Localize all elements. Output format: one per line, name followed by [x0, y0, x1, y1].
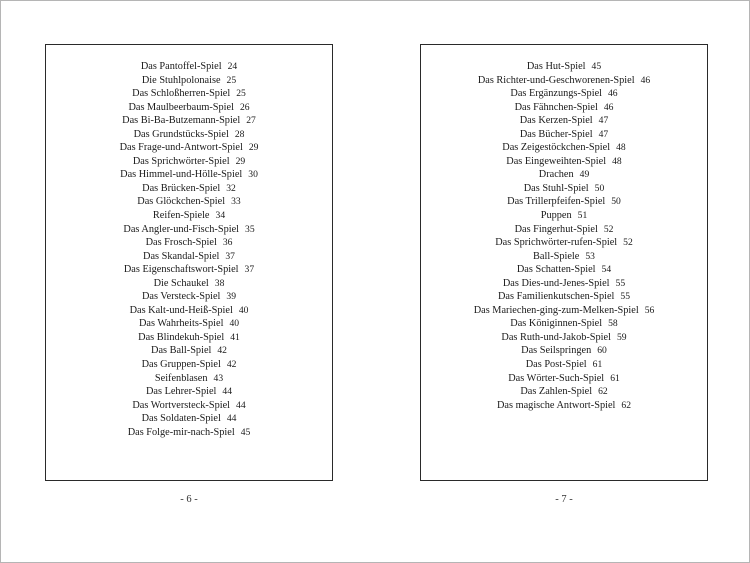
toc-entry-title: Das Sprichwörter-Spiel	[132, 155, 230, 167]
toc-entry	[46, 426, 332, 440]
toc-entry-page: 48	[612, 155, 622, 167]
toc-entry	[421, 372, 707, 386]
toc-entry-page: 47	[598, 128, 609, 140]
toc-entry	[421, 399, 707, 413]
toc-entry-page: 37	[225, 250, 235, 262]
toc-entry-page: 40	[229, 318, 240, 330]
toc-entry-title: Das Maulbeerbaum-Spiel	[128, 101, 234, 113]
toc-entry-title: Das Familienkutschen-Spiel	[498, 291, 615, 303]
right-page-number: - 7 -	[555, 494, 573, 505]
toc-entry	[46, 209, 332, 223]
toc-entry-title: Das Mariechen-ging-zum-Melken-Spiel	[473, 304, 639, 316]
toc-entry-page: 59	[616, 331, 627, 343]
toc-entry-title: Das Trillerpfeifen-Spiel	[507, 196, 606, 208]
toc-entry-title: Die Stuhlpolonaise	[141, 74, 221, 86]
toc-entry	[46, 412, 332, 426]
toc-entry	[46, 372, 332, 386]
toc-entry-page: 44	[222, 386, 232, 398]
toc-entry	[46, 331, 332, 345]
toc-entry	[46, 141, 332, 155]
toc-entry-page: 44	[236, 399, 246, 411]
toc-entry	[421, 277, 707, 291]
toc-entry	[421, 114, 707, 128]
toc-entry-title: Das Soldaten-Spiel	[141, 413, 221, 425]
toc-entry-page: 45	[240, 426, 251, 438]
toc-entry-title: Das Wahrheits-Spiel	[138, 318, 224, 330]
toc-entry-page: 27	[246, 115, 256, 127]
toc-entry-page: 62	[598, 386, 608, 398]
toc-entry-page: 25	[236, 88, 246, 100]
toc-entry-page: 46	[640, 74, 651, 86]
toc-entry-title: Das Brücken-Spiel	[142, 182, 221, 194]
toc-entry	[421, 344, 707, 358]
toc-entry	[421, 74, 707, 88]
toc-entry	[46, 182, 332, 196]
toc-entry	[46, 236, 332, 250]
toc-entry-page: 41	[230, 331, 240, 343]
toc-entry-page: 61	[610, 372, 620, 384]
toc-entry-page: 29	[235, 155, 246, 167]
toc-entry	[421, 304, 707, 318]
toc-entry-title: Drachen	[538, 169, 574, 181]
toc-entry-page: 38	[214, 277, 225, 289]
toc-entry-title: Das Frage-und-Antwort-Spiel	[119, 142, 243, 154]
toc-entry-page: 55	[620, 291, 630, 303]
toc-entry	[421, 317, 707, 331]
toc-entry-title: Das Richter-und-Geschworenen-Spiel	[477, 74, 635, 86]
toc-entry-title: Das Zahlen-Spiel	[520, 386, 593, 398]
toc-entry-page: 44	[226, 413, 237, 425]
toc-entry	[421, 209, 707, 223]
toc-entry	[421, 60, 707, 74]
toc-entry-page: 48	[616, 142, 626, 154]
toc-entry	[46, 317, 332, 331]
toc-entry-title: Das Zeigestöckchen-Spiel	[502, 142, 611, 154]
toc-entry-title: Das Folge-mir-nach-Spiel	[127, 426, 235, 438]
toc-entry	[421, 236, 707, 250]
toc-entry	[421, 290, 707, 304]
toc-entry-title: Das Angler-und-Fisch-Spiel	[123, 223, 240, 235]
toc-entry	[421, 195, 707, 209]
toc-entry	[421, 168, 707, 182]
toc-entry-title: Das Eigenschaftswort-Spiel	[123, 264, 239, 276]
toc-entry-title: Das Sprichwörter-rufen-Spiel	[495, 237, 618, 249]
toc-entry-title: Das Post-Spiel	[525, 359, 587, 371]
toc-entry	[46, 304, 332, 318]
toc-entry-title: Das Glöckchen-Spiel	[137, 196, 226, 208]
toc-entry-page: 37	[244, 264, 255, 276]
toc-entry-title: Das Dies-und-Jenes-Spiel	[502, 277, 610, 289]
toc-entry-page: 49	[579, 169, 590, 181]
toc-entry	[46, 358, 332, 372]
toc-entry	[46, 250, 332, 264]
toc-entry-title: Die Schaukel	[153, 277, 209, 289]
toc-entry-page: 28	[234, 128, 245, 140]
toc-entry-page: 52	[603, 223, 614, 235]
toc-entry-title: Das Königinnen-Spiel	[510, 318, 603, 330]
toc-entry-page: 29	[248, 142, 259, 154]
toc-entry-title: Das Gruppen-Spiel	[141, 359, 221, 371]
toc-entry-page: 58	[608, 318, 618, 330]
toc-entry	[46, 399, 332, 413]
toc-entry-page: 51	[577, 210, 588, 222]
toc-entry-title: Das Fingerhut-Spiel	[514, 223, 598, 235]
toc-entry	[421, 250, 707, 264]
toc-entry	[421, 141, 707, 155]
toc-entry-title: Das Frosch-Spiel	[145, 237, 217, 249]
toc-entry-page: 26	[239, 101, 250, 113]
toc-entry	[421, 263, 707, 277]
toc-entry-page: 45	[591, 61, 602, 72]
right-page	[420, 44, 708, 481]
toc-entry-title: Das Ball-Spiel	[151, 345, 212, 357]
toc-entry	[421, 385, 707, 399]
toc-entry-page: 35	[245, 223, 255, 235]
toc-entry-page: 55	[615, 277, 626, 289]
toc-entry-title: Das Eingeweihten-Spiel	[506, 155, 607, 167]
toc-entry-page: 53	[585, 250, 595, 262]
toc-entry	[421, 223, 707, 237]
toc-entry	[46, 128, 332, 142]
toc-entry	[46, 168, 332, 182]
toc-entry-page: 50	[594, 182, 605, 194]
toc-entry-title: Das Ergänzungs-Spiel	[510, 88, 602, 100]
toc-entry	[46, 101, 332, 115]
toc-entry	[46, 277, 332, 291]
toc-entry-title: Das Hut-Spiel	[526, 61, 586, 72]
toc-entry-page: 62	[621, 399, 631, 411]
toc-entry	[421, 155, 707, 169]
toc-entry-title: Das Kerzen-Spiel	[519, 115, 593, 127]
toc-entry-page: 34	[215, 210, 226, 222]
toc-entry-page: 47	[598, 115, 609, 127]
toc-entry-page: 54	[601, 264, 612, 276]
toc-entry-title: Seifenblasen	[154, 372, 208, 384]
toc-entry	[46, 290, 332, 304]
toc-entry	[46, 385, 332, 399]
toc-entry-page: 25	[226, 74, 237, 86]
toc-entry-title: Das Pantoffel-Spiel	[140, 61, 222, 72]
toc-entry-page: 61	[592, 359, 603, 371]
right-toc-list	[421, 60, 707, 412]
toc-entry-page: 46	[608, 88, 618, 100]
toc-entry-page: 24	[227, 61, 238, 72]
toc-entry	[46, 74, 332, 88]
toc-entry-title: Das Schatten-Spiel	[516, 264, 596, 276]
toc-entry-title: Das Wörter-Such-Spiel	[508, 372, 605, 384]
toc-entry	[46, 223, 332, 237]
toc-entry-title: Das Bi-Ba-Butzemann-Spiel	[122, 115, 241, 127]
toc-entry-title: Das Seilspringen	[521, 345, 592, 357]
toc-entry-page: 52	[623, 237, 633, 249]
left-toc-list	[46, 60, 332, 439]
toc-entry-title: Das Himmel-und-Hölle-Spiel	[120, 169, 243, 181]
toc-entry-page: 60	[597, 345, 607, 357]
toc-entry-title: Das Wortversteck-Spiel	[132, 399, 231, 411]
toc-entry-title: Das Ruth-und-Jakob-Spiel	[501, 331, 611, 343]
toc-entry	[421, 87, 707, 101]
toc-entry-page: 30	[248, 169, 258, 181]
toc-entry	[46, 344, 332, 358]
toc-entry-page: 32	[226, 182, 236, 194]
toc-entry-title: Das Kalt-und-Heiß-Spiel	[129, 304, 233, 316]
toc-entry	[46, 263, 332, 277]
toc-entry-page: 56	[644, 304, 655, 316]
toc-entry	[421, 101, 707, 115]
toc-entry	[46, 60, 332, 74]
toc-entry-title: Das magische Antwort-Spiel	[497, 399, 616, 411]
toc-entry	[46, 155, 332, 169]
toc-entry-page: 42	[226, 359, 237, 371]
toc-entry	[421, 358, 707, 372]
toc-entry-page: 50	[611, 196, 621, 208]
toc-entry-title: Das Skandal-Spiel	[143, 250, 220, 262]
toc-entry	[421, 182, 707, 196]
toc-entry-title: Reifen-Spiele	[152, 210, 210, 222]
toc-entry	[46, 195, 332, 209]
toc-entry-page: 40	[238, 304, 249, 316]
toc-entry	[46, 114, 332, 128]
toc-entry-title: Das Grundstücks-Spiel	[133, 128, 229, 140]
toc-entry	[421, 128, 707, 142]
left-page-number: - 6 -	[180, 494, 198, 505]
toc-entry-title: Das Schloßherren-Spiel	[132, 88, 231, 100]
toc-entry-page: 46	[603, 101, 614, 113]
toc-entry-title: Das Versteck-Spiel	[141, 291, 221, 303]
toc-entry-page: 43	[213, 372, 224, 384]
toc-entry-title: Das Stuhl-Spiel	[523, 182, 589, 194]
toc-entry-page: 33	[231, 196, 241, 208]
toc-entry-page: 36	[222, 237, 233, 249]
toc-entry-page: 39	[226, 291, 237, 303]
toc-entry	[421, 331, 707, 345]
toc-entry-title: Das Lehrer-Spiel	[145, 386, 217, 398]
toc-entry	[46, 87, 332, 101]
toc-entry-title: Das Bücher-Spiel	[519, 128, 593, 140]
toc-entry-title: Das Blindekuh-Spiel	[138, 331, 225, 343]
toc-entry-page: 42	[217, 345, 227, 357]
toc-entry-title: Puppen	[540, 210, 572, 222]
toc-entry-title: Das Fähnchen-Spiel	[514, 101, 598, 113]
left-page	[45, 44, 333, 481]
toc-entry-title: Ball-Spiele	[533, 250, 580, 262]
